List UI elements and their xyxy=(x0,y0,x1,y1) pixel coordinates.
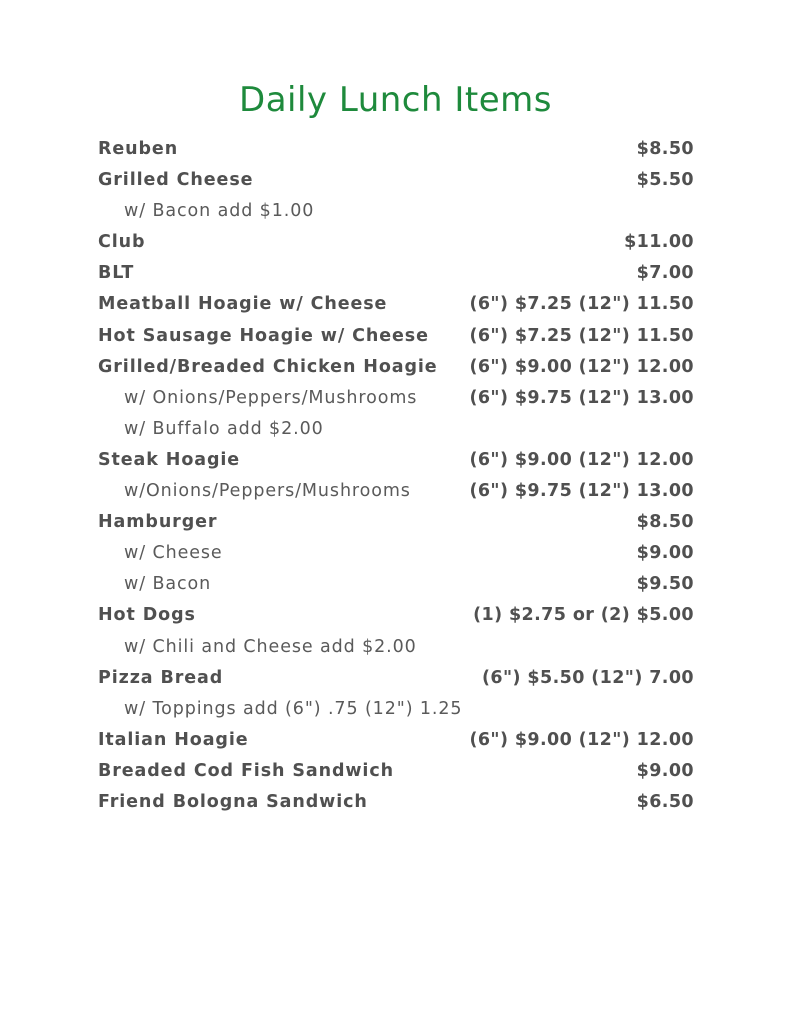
menu-item xyxy=(98,445,694,476)
menu-item xyxy=(98,227,694,258)
menu-item-name: w/ Bacon xyxy=(124,574,212,595)
menu-item xyxy=(98,165,694,196)
menu-item-option xyxy=(98,414,694,445)
menu-item-name: w/ Bacon add $1.00 xyxy=(124,201,315,222)
menu-item-name: Hot Sausage Hoagie w/ Cheese xyxy=(98,325,429,346)
menu-item-price: (6") $9.75 (12") 13.00 xyxy=(469,481,694,502)
menu-item-price: (6") $7.25 (12") 11.50 xyxy=(469,294,694,315)
menu-item-price: (6") $5.50 (12") 7.00 xyxy=(482,667,694,688)
menu-item xyxy=(98,600,694,631)
menu-item-name: Italian Hoagie xyxy=(98,729,249,750)
menu-item-price: (6") $9.00 (12") 12.00 xyxy=(469,729,694,750)
menu-item-name: BLT xyxy=(98,263,135,284)
menu-item xyxy=(98,289,694,320)
menu-item-option xyxy=(98,632,694,663)
menu-item-price: (6") $9.75 (12") 13.00 xyxy=(469,387,694,408)
menu-item xyxy=(98,787,694,818)
menu-item-option xyxy=(98,569,694,600)
menu-item-price: $9.50 xyxy=(636,574,694,595)
menu-list xyxy=(98,134,694,818)
menu-item xyxy=(98,756,694,787)
menu-item-name: w/Onions/Peppers/Mushrooms xyxy=(124,481,411,502)
menu-item-price: $9.00 xyxy=(636,543,694,564)
menu-item-name: Breaded Cod Fish Sandwich xyxy=(98,760,394,781)
menu-item-option xyxy=(98,196,694,227)
menu-item xyxy=(98,663,694,694)
menu-item-price: (6") $7.25 (12") 11.50 xyxy=(469,325,694,346)
menu-item-name: Club xyxy=(98,232,146,253)
menu-item xyxy=(98,725,694,756)
menu-item-option xyxy=(98,694,694,725)
menu-item-name: w/ Chili and Cheese add $2.00 xyxy=(124,636,417,657)
menu-item-price: $8.50 xyxy=(636,512,694,533)
menu-item-name: Friend Bologna Sandwich xyxy=(98,791,368,812)
menu-item-price: $11.00 xyxy=(624,232,694,253)
page-title: Daily Lunch Items xyxy=(239,80,552,120)
menu-item-name: Hot Dogs xyxy=(98,605,196,626)
menu-item xyxy=(98,321,694,352)
menu-item-price: $9.00 xyxy=(636,760,694,781)
menu-item-option xyxy=(98,383,694,414)
menu-item-name: w/ Cheese xyxy=(124,543,223,564)
menu-item xyxy=(98,352,694,383)
menu-item-price: (1) $2.75 or (2) $5.00 xyxy=(473,605,694,626)
menu-item-name: Grilled Cheese xyxy=(98,170,254,191)
menu-item-price: $6.50 xyxy=(636,791,694,812)
menu-item-option xyxy=(98,538,694,569)
menu-item-name: w/ Onions/Peppers/Mushrooms xyxy=(124,387,418,408)
menu-item-price: (6") $9.00 (12") 12.00 xyxy=(469,356,694,377)
menu-item-name: Hamburger xyxy=(98,512,218,533)
menu-item-name: Reuben xyxy=(98,139,179,159)
menu-item-name: w/ Toppings add (6") .75 (12") 1.25 xyxy=(124,698,463,719)
menu-item-name: Grilled/Breaded Chicken Hoagie xyxy=(98,356,438,377)
menu-item xyxy=(98,507,694,538)
menu-item-name: Pizza Bread xyxy=(98,667,224,688)
menu-item xyxy=(98,258,694,289)
menu-item-name: Steak Hoagie xyxy=(98,449,241,470)
menu-item-price: (6") $9.00 (12") 12.00 xyxy=(469,449,694,470)
menu-item-price: $7.00 xyxy=(636,263,694,284)
menu-item-name: w/ Buffalo add $2.00 xyxy=(124,418,324,439)
menu-item-name: Meatball Hoagie w/ Cheese xyxy=(98,294,388,315)
menu-item-price: $8.50 xyxy=(636,139,694,159)
menu-item-option xyxy=(98,476,694,507)
menu-item-price: $5.50 xyxy=(636,170,694,191)
menu-item xyxy=(98,134,694,165)
